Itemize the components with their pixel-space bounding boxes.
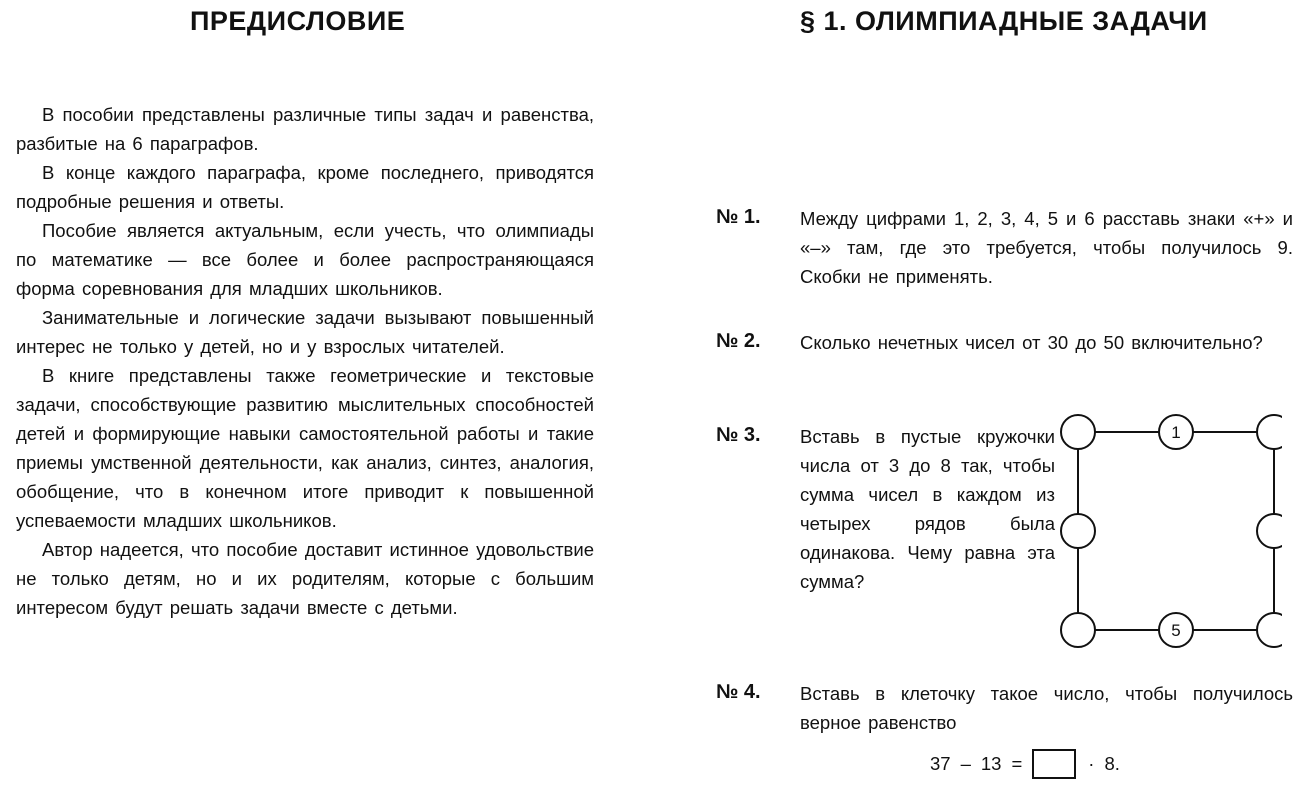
task-1-number: № 1. bbox=[716, 206, 761, 228]
preface-title: ПРЕДИСЛОВИЕ bbox=[190, 6, 406, 36]
task-4-text: Вставь в клеточку такое число, чтобы получилось верное равенство bbox=[800, 683, 1293, 733]
preface-paragraph: Пособие является актуальным, если учесть, что олимпиады по математике — все более и более распространяющаяся форма соревнования для младших школьников. bbox=[16, 220, 594, 299]
task-4-number: № 4. bbox=[716, 681, 761, 703]
task-3-number: № 3. bbox=[716, 424, 761, 446]
preface-paragraph: В книге представлены также геометрические и текстовые задачи, способствующие развитию мыслительных способностей детей и формирующие навыки самостоятельной работы и такие приемы умственной деятельности, как анализ, синтез, аналогия, обобщение, что в конечном итоге приводит к повышенной успеваемости младших школьников. bbox=[16, 365, 594, 531]
right-page bbox=[660, 0, 1308, 796]
answer-box[interactable] bbox=[1032, 749, 1076, 779]
preface-paragraph: В пособии представлены различные типы задач и равенства, разбитые на 6 параграфов. bbox=[16, 104, 594, 154]
top-middle-value: 1 bbox=[1171, 423, 1181, 442]
equation-multiply-sign: · bbox=[1088, 753, 1095, 774]
task-2-text: Сколько нечетных чисел от 30 до 50 включительно? bbox=[800, 332, 1263, 353]
empty-circle bbox=[1257, 613, 1282, 647]
left-page bbox=[0, 0, 640, 796]
preface-paragraph: В конце каждого параграфа, кроме последнего, приводятся подробные решения и ответы. bbox=[16, 162, 594, 212]
equation-equals-sign: = bbox=[1011, 753, 1023, 774]
equation-subtrahend: 13 bbox=[980, 753, 1002, 774]
task-3-text: Вставь в пустые кружочки числа от 3 до 8 так, чтобы сумма чисел в каждом из четырех рядов была одинакова. Чему равна эта сумма? bbox=[800, 426, 1055, 592]
empty-circle bbox=[1257, 415, 1282, 449]
empty-circle bbox=[1061, 415, 1095, 449]
magic-square-diagram bbox=[1060, 412, 1282, 657]
equation-multiplier: 8. bbox=[1104, 753, 1120, 774]
empty-circle bbox=[1257, 514, 1282, 548]
preface-paragraph: Занимательные и логические задачи вызывают повышенный интерес не только у детей, но и у взрослых читателей. bbox=[16, 307, 594, 357]
empty-circle bbox=[1061, 613, 1095, 647]
equation-minuend: 37 bbox=[930, 753, 951, 774]
magic-square-svg bbox=[1060, 412, 1282, 652]
section-title: § 1. ОЛИМПИАДНЫЕ ЗАДАЧИ bbox=[800, 6, 1208, 36]
empty-circle bbox=[1061, 514, 1095, 548]
task-1-text: Между цифрами 1, 2, 3, 4, 5 и 6 расставь знаки «+» и «–» там, где это требуется, чтобы получилось 9. Скобки не применять. bbox=[800, 208, 1293, 287]
bottom-middle-value: 5 bbox=[1171, 621, 1181, 640]
preface-paragraph: Автор надеется, что пособие доставит истинное удовольствие не только детям, но и их родителям, которые с большим интересом будут решать задачи вместе с детьми. bbox=[16, 539, 594, 618]
equation-minus-sign: – bbox=[960, 753, 971, 774]
preface-body bbox=[16, 100, 594, 622]
equation bbox=[930, 746, 1120, 782]
task-2-number: № 2. bbox=[716, 330, 761, 352]
